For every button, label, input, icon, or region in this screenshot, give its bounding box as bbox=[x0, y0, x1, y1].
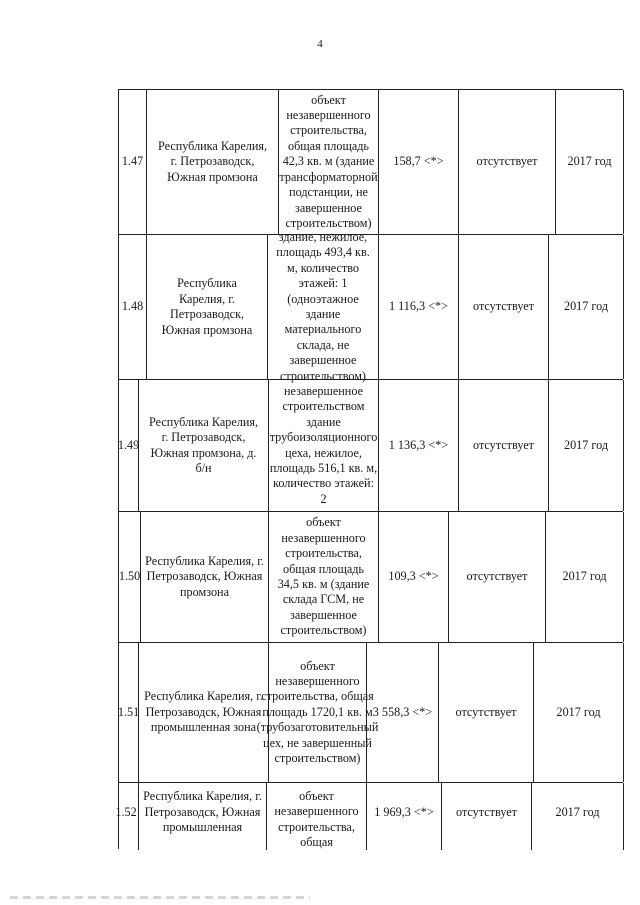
address-cell: Республика Карелия, г. Петрозаводск, Южная промзона, д. б/н bbox=[139, 380, 269, 511]
row-number: 1.50 bbox=[119, 512, 141, 642]
table-row bbox=[119, 512, 623, 643]
price-cell: 1 969,3 <*> bbox=[367, 783, 442, 850]
table-row bbox=[115, 783, 623, 850]
description-cell: здание, нежилое, площадь 493,4 кв. м, количество этажей: 1 (одноэтажное здание материального склада, не завершенное строительством) bbox=[268, 235, 379, 379]
price-cell: 3 558,3 <*> bbox=[367, 643, 439, 782]
encumbrance-cell: отсутствует bbox=[439, 643, 534, 782]
period-cell: 2017 год bbox=[534, 643, 624, 782]
period-cell: 2017 год bbox=[549, 235, 624, 379]
address-cell: Республика Карелия, г. Петрозаводск, Южная промзона bbox=[147, 235, 268, 379]
table-row bbox=[119, 229, 623, 383]
price-cell: 109,3 <*> bbox=[379, 512, 449, 642]
scan-artifact bbox=[10, 896, 310, 899]
row-number: 1.47 bbox=[119, 90, 147, 234]
period-cell: 2017 год bbox=[546, 512, 624, 642]
description-cell: объект незавершенного строительства, общая площадь 34,5 кв. м (здание склада ГСМ, не завершенное строительством) bbox=[269, 512, 379, 642]
row-number: 1.51 bbox=[119, 643, 139, 782]
property-table bbox=[115, 89, 623, 850]
encumbrance-cell: отсутствует bbox=[449, 512, 546, 642]
price-cell: 158,7 <*> bbox=[379, 90, 459, 234]
encumbrance-cell: отсутствует bbox=[459, 90, 556, 234]
encumbrance-cell: отсутствует bbox=[459, 235, 549, 379]
row-number: 1.49 bbox=[119, 380, 139, 511]
address-cell: Республика Карелия, г. Петрозаводск, Южная промышленная зона bbox=[139, 643, 269, 782]
row-number: 1.48 bbox=[119, 235, 147, 379]
table-row bbox=[119, 643, 623, 783]
price-cell: 1 116,3 <*> bbox=[379, 235, 459, 379]
description-cell: объект незавершенного строительства, общая площадь 1720,1 кв. м (трубозаготовительный цех, не завершенный строительством) bbox=[269, 643, 367, 782]
period-cell: 2017 год bbox=[556, 90, 624, 234]
table-row bbox=[119, 90, 623, 235]
page-number: 4 bbox=[317, 38, 323, 50]
encumbrance-cell: отсутствует bbox=[459, 380, 549, 511]
description-cell: объект незавершенного строительства, общая bbox=[267, 783, 367, 850]
address-cell: Республика Карелия, г. Петрозаводск, Южная промзона bbox=[147, 90, 279, 234]
price-cell: 1 136,3 <*> bbox=[379, 380, 459, 511]
row-number: 1.52 bbox=[114, 783, 139, 850]
period-cell: 2017 год bbox=[532, 783, 624, 850]
description-cell: объект незавершенного строительства, общая площадь 42,3 кв. м (здание трансформаторной подстанции, не завершенное строительством) bbox=[279, 90, 379, 234]
description-cell: незавершенное строительством здание трубоизоляционного цеха, нежилое, площадь 516,1 кв. м, количество этажей: 2 bbox=[269, 380, 379, 511]
encumbrance-cell: отсутствует bbox=[442, 783, 532, 850]
table-row bbox=[119, 380, 623, 512]
address-cell: Республика Карелия, г. Петрозаводск, Южная промышленная bbox=[139, 783, 267, 850]
address-cell: Республика Карелия, г. Петрозаводск, Южная промзона bbox=[141, 512, 269, 642]
period-cell: 2017 год bbox=[549, 380, 624, 511]
